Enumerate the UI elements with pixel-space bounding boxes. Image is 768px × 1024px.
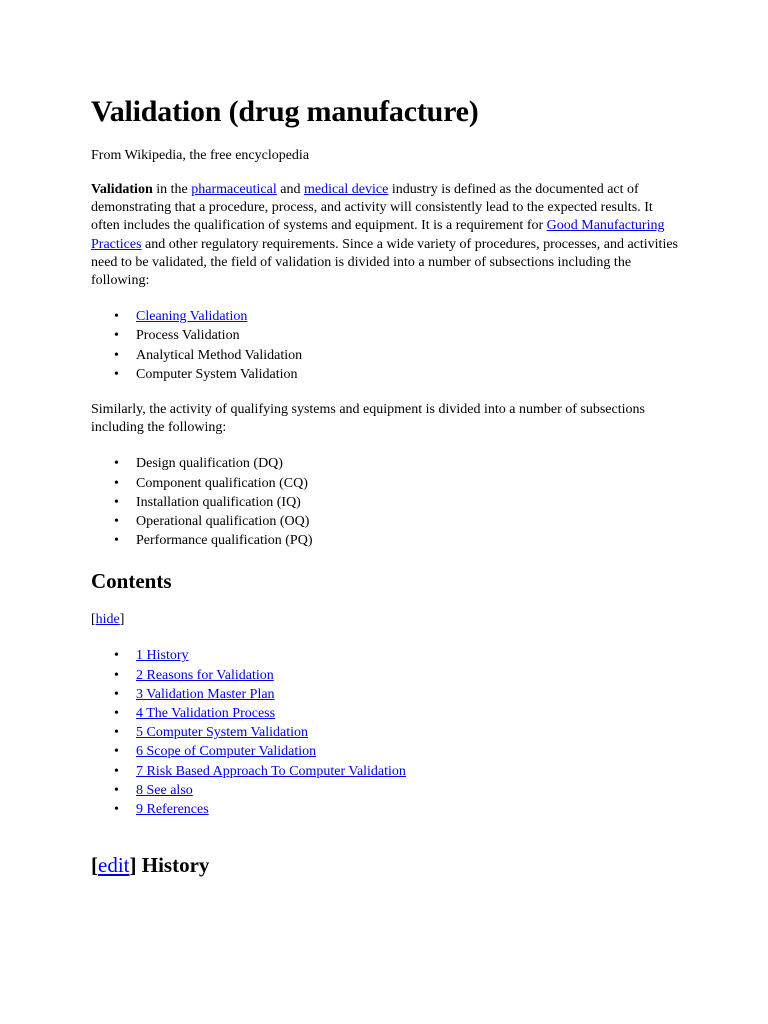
article xyxy=(91,92,691,879)
page-title: Validation (drug manufacture) xyxy=(91,95,479,128)
toc-link-validation-process[interactable]: 4 The Validation Process xyxy=(136,706,276,722)
intro-bold-term: Validation xyxy=(91,182,153,197)
toc-link-master-plan[interactable]: 3 Validation Master Plan xyxy=(136,686,275,702)
list-item xyxy=(114,454,691,473)
list-item xyxy=(114,531,691,550)
toc-item xyxy=(114,781,691,800)
toc-toggle xyxy=(91,611,691,629)
bullet-icon: • xyxy=(114,725,119,741)
history-heading-text: History xyxy=(136,853,210,878)
bullet-icon: • xyxy=(114,744,119,760)
list-item-label: Operational qualification (OQ) xyxy=(136,514,310,530)
bullet-icon: • xyxy=(114,533,119,549)
intro-text-3: industry is defined as the documented act of demonstrating that a procedure, process, and activity will consistently lead to the expected results. It often includes the qualification of systems and equipment. It is a requirement for xyxy=(91,182,653,234)
toggle-bracket-close: ] xyxy=(119,612,125,628)
bullet-icon: • xyxy=(114,366,119,382)
bullet-icon: • xyxy=(114,763,119,779)
intro-text-1: in the xyxy=(152,182,192,197)
gmp-link[interactable]: Good Manufacturing Practices xyxy=(91,218,665,252)
bullet-icon: • xyxy=(114,706,119,722)
list-item xyxy=(114,326,691,345)
toc-item xyxy=(114,723,691,742)
bullet-icon: • xyxy=(114,648,119,664)
intro-text-2: and xyxy=(276,182,304,197)
qualification-paragraph: Similarly, the activity of qualifying systems and equipment is divided into a number of subsections including the following: xyxy=(91,402,645,436)
bullet-icon: • xyxy=(114,686,119,702)
edit-bracket-close: ] xyxy=(129,853,137,878)
list-item xyxy=(114,346,691,365)
list-item xyxy=(114,512,691,531)
toc-link-references[interactable]: 9 References xyxy=(136,802,209,818)
hide-toc-link[interactable]: hide xyxy=(95,612,120,628)
toc-item xyxy=(114,646,691,665)
toc-link-reasons[interactable]: 2 Reasons for Validation xyxy=(136,667,274,683)
toc-item xyxy=(114,666,691,685)
bullet-icon: • xyxy=(114,494,119,510)
list-item xyxy=(114,493,691,512)
list-item-label: Design qualification (DQ) xyxy=(136,456,283,472)
list-item xyxy=(114,307,691,326)
bullet-icon: • xyxy=(114,347,119,363)
list-item xyxy=(114,365,691,384)
list-item-label: Process Validation xyxy=(136,328,240,344)
validation-types-list xyxy=(91,307,691,384)
site-subtitle: From Wikipedia, the free encyclopedia xyxy=(91,148,310,163)
qualification-types-list xyxy=(91,454,691,550)
list-item-label: Analytical Method Validation xyxy=(136,347,303,363)
bullet-icon: • xyxy=(114,475,119,491)
list-item-label: Component qualification (CQ) xyxy=(136,475,308,491)
history-heading xyxy=(91,851,691,879)
medical-device-link[interactable]: medical device xyxy=(303,182,389,197)
toc-item xyxy=(114,742,691,761)
toc-link-computer-system-validation[interactable]: 5 Computer System Validation xyxy=(136,725,309,741)
bullet-icon: • xyxy=(114,456,119,472)
list-item-label: Installation qualification (IQ) xyxy=(136,494,301,510)
toc-item xyxy=(114,762,691,781)
toc-link-risk-based[interactable]: 7 Risk Based Approach To Computer Validation xyxy=(136,763,406,779)
list-item-label: Performance qualification (PQ) xyxy=(136,533,313,549)
bullet-icon: • xyxy=(114,782,119,798)
toggle-bracket-open: [ xyxy=(91,612,96,628)
list-item xyxy=(114,474,691,493)
table-of-contents xyxy=(91,646,691,819)
edit-history-link[interactable]: edit xyxy=(98,853,130,878)
toc-item xyxy=(114,704,691,723)
intro-paragraph xyxy=(91,181,683,290)
pharmaceutical-link[interactable]: pharmaceutical xyxy=(191,182,277,197)
bullet-icon: • xyxy=(114,309,119,325)
cleaning-validation-link[interactable]: Cleaning Validation xyxy=(136,309,248,325)
toc-link-history[interactable]: 1 History xyxy=(136,648,189,664)
edit-bracket-open: [ xyxy=(91,853,98,878)
bullet-icon: • xyxy=(114,802,119,818)
intro-text-4: and other regulatory requirements. Since a wide variety of procedures, processes, and activities need to be validated, the field of validation is divided into a number of subsections including the following: xyxy=(91,236,679,289)
toc-link-see-also[interactable]: 8 See also xyxy=(136,782,193,798)
contents-heading: Contents xyxy=(91,569,172,594)
bullet-icon: • xyxy=(114,328,119,344)
toc-item xyxy=(114,800,691,819)
bullet-icon: • xyxy=(114,667,119,683)
toc-item xyxy=(114,685,691,704)
bullet-icon: • xyxy=(114,514,119,530)
list-item-label: Computer System Validation xyxy=(136,366,298,382)
toc-link-scope[interactable]: 6 Scope of Computer Validation xyxy=(136,744,317,760)
